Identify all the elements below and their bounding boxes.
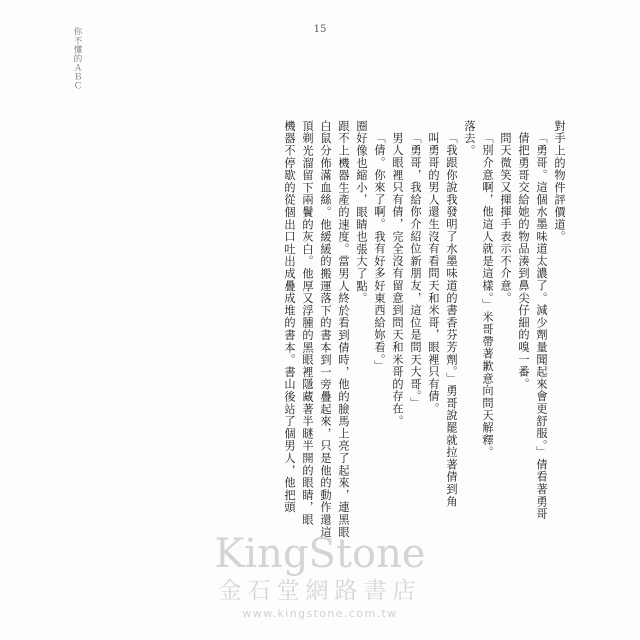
page-body-text	[280, 120, 568, 539]
text-column: 倩把勇哥交給她的物品湊到鼻尖仔細的嗅一番。	[517, 132, 530, 391]
text-column: 「我跟你說我發明了水墨味道的書香芬芳劑。」勇哥說罷就拉著倩到角	[445, 132, 458, 508]
watermark-brand: KingStone	[214, 531, 426, 577]
text-column: 問天微笑又揮揮手表示不介意。	[499, 132, 512, 305]
text-column: 白鼠分佈滿血絲。他緩緩的搬運落下的書本到一旁疊起來，只是他的動作還這	[319, 120, 332, 539]
text-column: 「勇哥。這個水墨味道太濃了。減少劑量聞起來會更舒服。」倩看著勇哥	[535, 132, 548, 520]
running-head: 你不懂的ＡＢＣ	[72, 26, 82, 90]
text-column: 「倩。你來了啊。我有好多好東西給妳看。」	[373, 132, 386, 373]
text-column: 「別介意啊，他這人就是這樣。」米哥帶著歉意向問天解釋。	[481, 132, 494, 459]
text-column: 對手上的物件評價道。	[553, 120, 566, 243]
text-column: 頂剃光溜留下兩鬢的灰白。他厚又浮腫的黑眼裡隱藏著半瞇半開的眼睛，眼	[301, 120, 314, 526]
page-number: 15	[313, 24, 327, 35]
text-column: 機器不停歇的從個出口吐出成疊成堆的書本。書山後站了個男人，他把頭	[283, 120, 296, 514]
watermark	[0, 532, 640, 622]
watermark-store-name: 金石堂網路書店	[218, 578, 422, 604]
text-column: 男人眼裡只有倩，完全沒有留意到問天和米哥的存在。	[391, 132, 404, 428]
text-column: 落去。	[463, 120, 476, 157]
watermark-url: www.kingstone.com.tw	[242, 607, 398, 620]
text-column: 「勇哥，我給你介紹位新朋友，這位是問天大哥。」	[409, 132, 422, 410]
text-column: 叫勇哥的男人還生沒有看問天和米哥，眼裡只有倩。	[427, 132, 440, 415]
text-column: 圈好像也縮小，眼睛也張大了點。	[355, 120, 368, 305]
text-column: 跟不上機器生產的速度。當男人終於看到倩時，他的臉馬上亮了起來，連黑眼	[337, 120, 350, 539]
